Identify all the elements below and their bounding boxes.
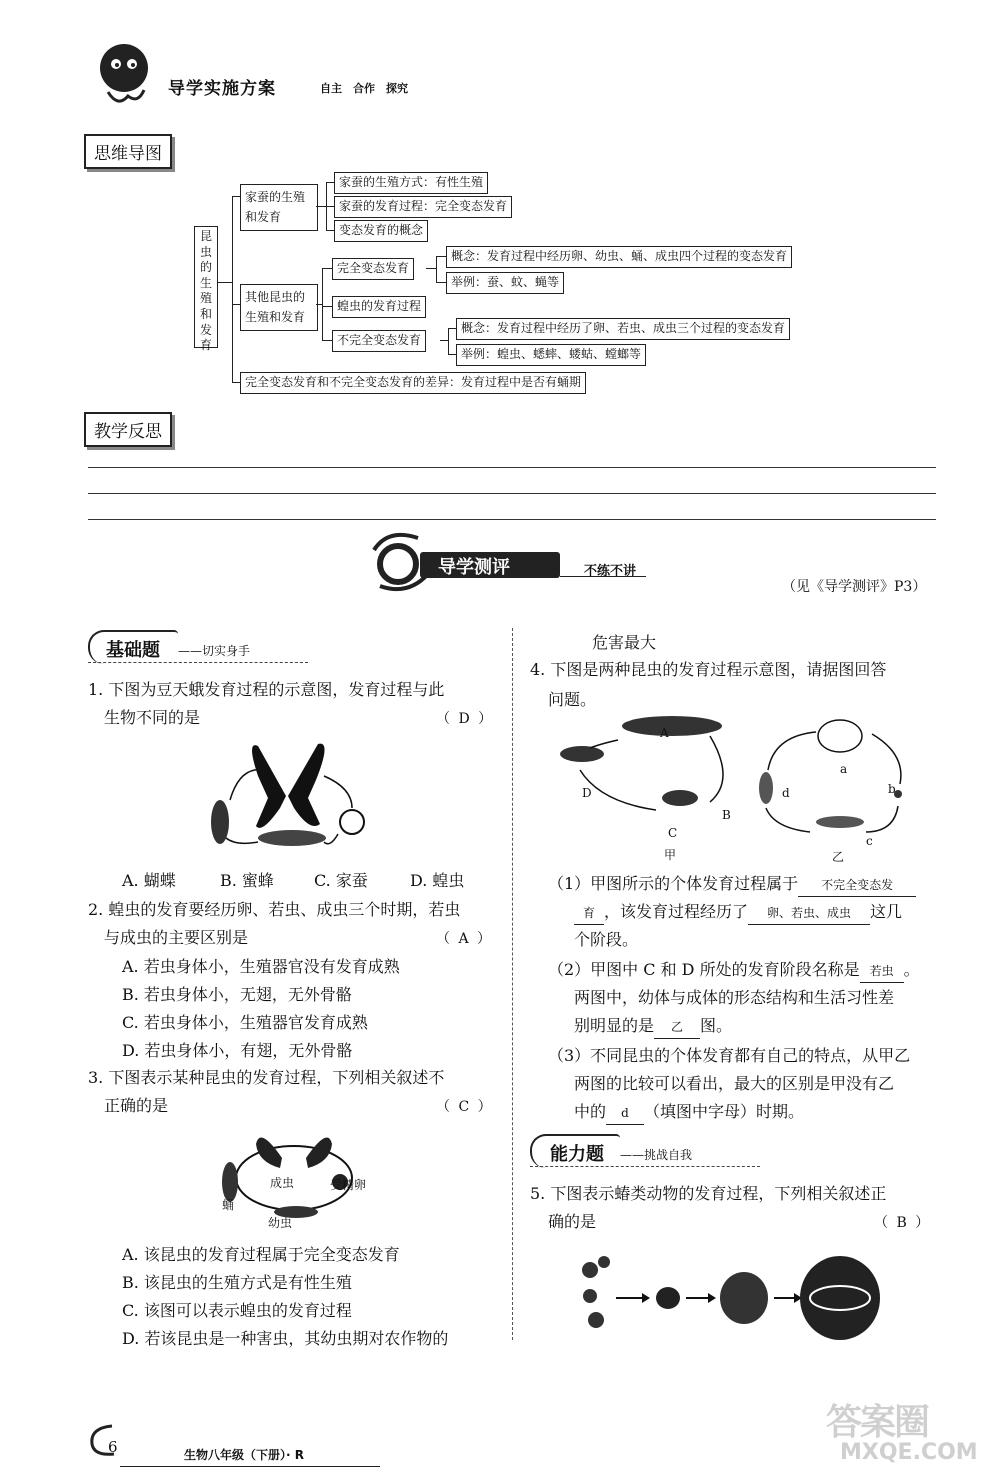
q2-text: 2. 蝗虫的发育要经历卵、若虫、成虫三个时期，若虫 xyxy=(88,900,461,919)
q4-fig-yi: 乙 xyxy=(832,850,845,864)
q4-part2-line2: 两图中，幼体与成体的形态结构和生活习性差 xyxy=(574,988,895,1007)
q4-text: 问题。 xyxy=(548,690,597,709)
q1-lifecycle-figure xyxy=(206,736,366,856)
q3-fig-adult: 成虫 xyxy=(270,1176,295,1190)
basic-tag: ——切实身手 xyxy=(178,644,251,658)
q4-part3-line3: 中的 d （填图中字母）时期。 xyxy=(574,1098,804,1126)
mindmap-incomplete: 不完全变态发育 xyxy=(332,330,426,352)
q4-fig-label: c xyxy=(866,834,873,848)
q5-text: 5. 下图表示蝽类动物的发育过程，下列相关叙述正 xyxy=(530,1184,887,1203)
mindmap-complete-item: 举例：蚕、蚊、蝇等 xyxy=(446,272,564,294)
q4-fig-label: C xyxy=(668,826,678,840)
q5-development-figure xyxy=(576,1240,906,1350)
mascot-logo xyxy=(88,38,160,110)
mindmap-root: 昆虫的生殖和发育 xyxy=(194,226,218,348)
q2-text: 与成虫的主要区别是 xyxy=(104,928,249,947)
mindmap-silkworm-item: 家蚕的生殖方式：有性生殖 xyxy=(334,172,488,194)
mindmap-branch-silkworm: 家蚕的生殖和发育 xyxy=(240,184,318,231)
q1-option: D. 蝗虫 xyxy=(410,871,465,890)
watermark-logo: 答案圈 xyxy=(826,1402,929,1443)
q4-part1: （1）甲图所示的个体发育过程属于 不完全变态发 xyxy=(548,870,916,898)
q4-answer-1: 不完全变态发 xyxy=(798,875,916,897)
mindmap-complete: 完全变态发育 xyxy=(332,258,414,280)
q4-answer-5: d xyxy=(606,1103,644,1125)
q3-fig-pupa: 蛹 xyxy=(222,1198,235,1212)
q4-part1-line3: 个阶段。 xyxy=(574,930,639,949)
q4-fig-label: B xyxy=(722,808,731,822)
q1-option: B. 蜜蜂 xyxy=(220,871,274,890)
q2-option: D. 若虫身体小，有翅，无外骨骼 xyxy=(122,1041,353,1060)
q4-answer-1b: 育 xyxy=(574,903,604,925)
q4-fig-label: D xyxy=(582,786,592,800)
q2-answer: （ A ） xyxy=(436,931,494,947)
writing-line xyxy=(88,467,936,468)
q1-text: 1. 下图为豆天蛾发育过程的示意图，发育过程与此 xyxy=(88,680,445,699)
section-title: 导学测评 xyxy=(438,557,510,578)
q1-option: A. 蝴蝶 xyxy=(122,871,176,890)
mindmap-incomplete-item: 概念：发育过程中经历了卵、若虫、成虫三个过程的变态发育 xyxy=(456,318,790,340)
q4-answer-2: 卵、若虫、成虫 xyxy=(748,903,870,925)
ability-label: 能力题 xyxy=(550,1144,604,1165)
q4-fig-label: A xyxy=(660,726,669,740)
footer-book-title: 生物八年级（下册）· R xyxy=(184,1448,304,1462)
q4-text: 4. 下图是两种昆虫的发育过程示意图，请据图回答 xyxy=(530,660,887,679)
page-number: 6 xyxy=(108,1438,118,1456)
mindmap-silkworm-item: 变态发育的概念 xyxy=(334,220,428,242)
q4-part2-line3: 别明显的是 乙 图。 xyxy=(574,1012,732,1040)
mindmap-complete-item: 概念：发育过程中经历卵、幼虫、蛹、成虫四个过程的变态发育 xyxy=(446,246,792,268)
q3-answer: （ C ） xyxy=(436,1099,494,1115)
q1-text: 生物不同的是 xyxy=(104,708,201,727)
writing-line xyxy=(88,493,936,494)
q3-option: C. 该图可以表示蝗虫的发育过程 xyxy=(122,1301,352,1320)
q3-option-continued: 危害最大 xyxy=(592,633,657,652)
mindmap-difference: 完全变态发育和不完全变态发育的差异：发育过程中是否有蛹期 xyxy=(240,372,586,394)
mindmap-incomplete-item: 举例：蝗虫、蟋蟀、蝼蛄、螳螂等 xyxy=(456,344,646,366)
q3-fig-larva: 幼虫 xyxy=(268,1216,293,1230)
section-subtitle: 不练不讲 xyxy=(584,564,637,579)
q2-option: B. 若虫身体小，无翅，无外骨骼 xyxy=(122,985,352,1004)
q1-answer: （ D ） xyxy=(436,711,495,727)
watermark-url: MXQE.COM xyxy=(840,1440,978,1465)
q4-part2: （2）甲图中 C 和 D 所处的发育阶段名称是 若虫 。 xyxy=(548,956,920,984)
header-subtitle: 自主 合作 探究 xyxy=(320,82,408,95)
q3-option: A. 该昆虫的发育过程属于完全变态发育 xyxy=(122,1245,400,1264)
q2-option: C. 若虫身体小，生殖器官发育成熟 xyxy=(122,1013,368,1032)
mindmap-locust: 蝗虫的发育过程 xyxy=(332,296,426,318)
mindmap-branch-other: 其他昆虫的生殖和发育 xyxy=(240,284,318,331)
basic-label: 基础题 xyxy=(106,640,160,661)
mindmap-silkworm-item: 家蚕的发育过程：完全变态发育 xyxy=(334,196,512,218)
q3-text: 3. 下图表示某种昆虫的发育过程，下列相关叙述不 xyxy=(88,1068,445,1087)
q5-text: 确的是 xyxy=(548,1212,597,1231)
section-reference: （见《导学测评》P3） xyxy=(782,579,927,595)
q4-fig-label: b xyxy=(888,782,896,796)
reflection-label: 教学反思 xyxy=(84,412,172,447)
q4-fig-label: a xyxy=(840,762,848,776)
mindmap-label: 思维导图 xyxy=(84,134,172,169)
q1-option: C. 家蚕 xyxy=(314,871,368,890)
q2-option: A. 若虫身体小，生殖器官没有发育成熟 xyxy=(122,957,400,976)
q3-text: 正确的是 xyxy=(104,1096,169,1115)
column-divider xyxy=(512,628,513,1340)
q4-fig-label: d xyxy=(782,786,790,800)
q4-fig-jia: 甲 xyxy=(664,848,677,862)
q4-part3: （3）不同昆虫的个体发育都有自己的特点，从甲乙 xyxy=(548,1046,911,1065)
ability-tag: ——挑战自我 xyxy=(620,1148,693,1162)
q3-option: D. 若该昆虫是一种害虫，其幼虫期对农作物的 xyxy=(122,1329,449,1348)
q5-answer: （ B ） xyxy=(874,1215,932,1231)
q3-fig-egg: 受精卵 xyxy=(330,1178,367,1192)
q4-answer-3: 若虫 xyxy=(860,961,904,983)
q4-part1-line2: 育 ，该发育过程经历了 卵、若虫、成虫 这几 xyxy=(574,898,902,926)
writing-line xyxy=(88,519,936,520)
header-title: 导学实施方案 xyxy=(168,79,276,99)
q4-part3-line2: 两图的比较可以看出，最大的区别是甲没有乙 xyxy=(574,1074,895,1093)
q3-option: B. 该昆虫的生殖方式是有性生殖 xyxy=(122,1273,352,1292)
q4-answer-4: 乙 xyxy=(654,1017,700,1039)
